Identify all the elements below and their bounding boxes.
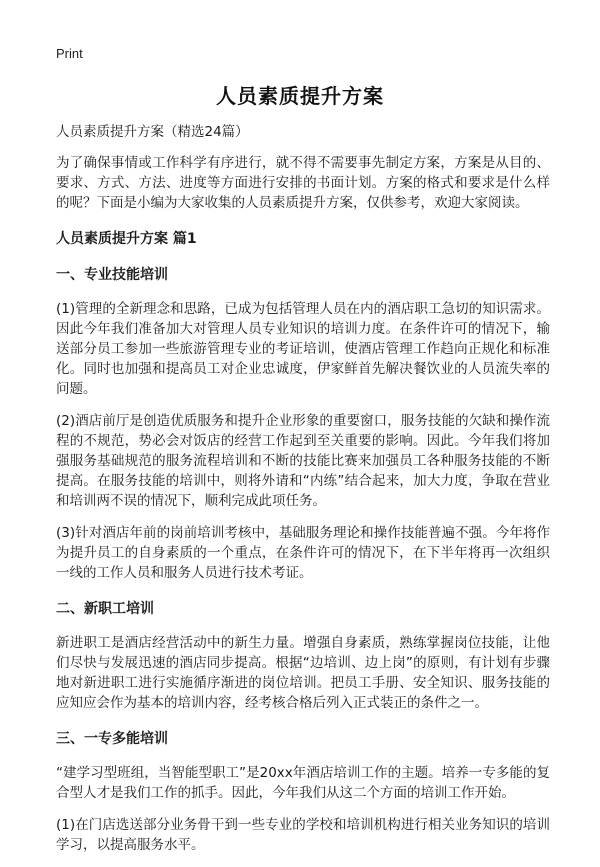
article-heading: 人员素质提升方案 篇1	[56, 231, 197, 247]
section-heading: 二、新职工培训	[56, 601, 154, 617]
intro-paragraph: 为了确保事情或工作科学有序进行，就不得不需要事先制定方案，方案是从目的、要求、方式、方法、进度等方面进行安排的书面计划。方案的格式和要求是什么样的呢？下面是小编为大家收集的人员素质提升方案，仅供参考，欢迎大家阅读。	[56, 155, 550, 211]
section-heading: 三、一专多能培训	[56, 731, 168, 747]
section-paragraph: (2)酒店前厅是创造优质服务和提升企业形象的重要窗口，服务技能的欠缺和操作流程的不规范，势必会对饭店的经营工作起到至关重要的影响。因此。今年我们将加强服务基础规范的服务流程培训和不断的技能比赛来加强员工各种服务技能的不断提高。在服务技能的培训中，则将外请和“内练”结合起来，加大力度，争取在营业和培训两不误的情况下，顺利完成此项任务。	[56, 413, 550, 509]
section-paragraph: “建学习型班组，当智能型职工”是20xx年酒店培训工作的主题。培养一专多能的复合型人才是我们工作的抓手。因此，今年我们从这二个方面的培训工作开始。	[56, 765, 550, 801]
section-paragraph: (3)针对酒店年前的岗前培训考核中，基础服务理论和操作技能普遍不强。今年将作为提升员工的自身素质的一个重点，在条件许可的情况下，在下半年将再一次组织一线的工作人员和服务人员进行技术考证。	[56, 525, 550, 581]
article-subtitle: 人员素质提升方案（精选24篇）	[56, 124, 249, 140]
page-title: 人员素质提升方案	[216, 84, 384, 108]
section-paragraph: (1)在门店选送部分业务骨干到一些专业的学校和培训机构进行相关业务知识的培训学习，以提高服务水平。	[56, 817, 550, 853]
print-link[interactable]: Print	[56, 46, 83, 61]
section-heading: 一、专业技能培训	[56, 267, 168, 283]
section-paragraph: 新进职工是酒店经营活动中的新生力量。增强自身素质，熟练掌握岗位技能，让他们尽快与发展迅速的酒店同步提高。根据“边培训、边上岗”的原则，有计划有步骤地对新进职工进行实施循序渐进的岗位培训。把员工手册、安全知识、服务技能的应知应会作为基本的培训内容，经考核合格后列入正式装正的条件之一。	[56, 635, 550, 711]
article-body	[56, 122, 550, 867]
section-paragraph: (1)管理的全新理念和思路，已成为包括管理人员在内的酒店职工急切的知识需求。因此今年我们准备加大对管理人员专业知识的培训力度。在条件许可的情况下，输送部分员工参加一些旅游管理专业的考证培训，使酒店管理工作趋向正规化和标准化。同时也加强和提高员工对企业忠诚度，伊家鲜首先解决餐饮业的人员流失率的问题。	[56, 301, 550, 397]
